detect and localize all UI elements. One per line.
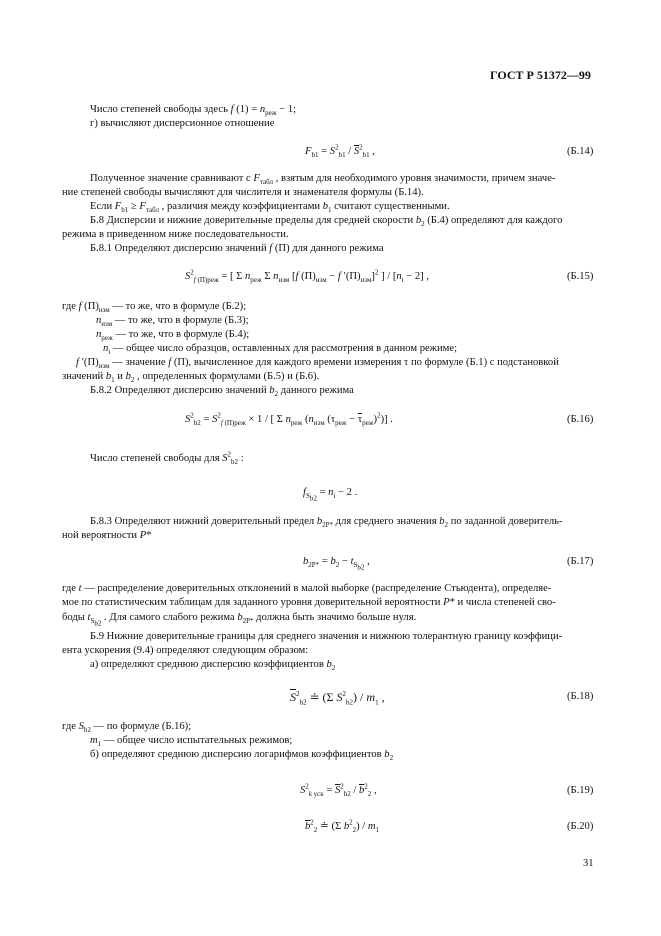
- page-number: 31: [583, 858, 594, 869]
- text-line: $n_{изм}$ — то же, что в формуле (Б.3);: [96, 315, 249, 329]
- page-header: ГОСТ Р 51372—99: [490, 68, 591, 82]
- formula-b16-dof: $f_{S_{b2}} = n_i - 2$ .: [303, 487, 358, 503]
- text-line: Б.8 Дисперсии и нижние доверительные пределы для средней скорости $b_2$ (Б.4) определяют для каждого: [90, 215, 563, 229]
- formula-b17: $b_{2P*} = b_2 - t_{S_{b2}}$ ,: [303, 556, 370, 572]
- text-line: г) вычисляют дисперсионное отношение: [90, 118, 275, 129]
- text-line: $m_1$ — общее число испытательных режимов;: [90, 735, 293, 749]
- text-line: f $'(П)_{изм}$ — значение f (П), вычисленное для каждого времени измерения τ по формуле (Б.1) с подстановкой: [76, 357, 559, 371]
- text-line: где f $(П)_{изм}$ — то же, что в формуле (Б.2);: [62, 301, 247, 315]
- text-line: Б.9 Нижние доверительные границы для среднего значения и нижнюю толерантную границу коэффици-: [90, 631, 563, 642]
- formula-number: (Б.19): [567, 785, 594, 796]
- formula-number: (Б.16): [567, 414, 594, 425]
- text-line: Число степеней свободы для $S^2_{b2}$ :: [90, 450, 244, 467]
- text-line: Число степеней свободы здесь f $(1) = n_{реж} - 1$;: [90, 104, 297, 118]
- formula-number: (Б.18): [567, 691, 594, 702]
- text-line: $n_{реж}$ — то же, что в формуле (Б.4);: [96, 329, 250, 343]
- formula-number: (Б.20): [567, 821, 594, 832]
- formula-number: (Б.15): [567, 271, 594, 282]
- formula-b18: $\overline{S}^2_{b2}$ ≐ (Σ $S^2_{b2}) / m_1$ ,: [290, 690, 385, 707]
- formula-b20: $\overline{b}^2_2$ ≐ (Σ $b^2_2) / m_1$: [305, 818, 380, 835]
- text-line: а) определяют среднюю дисперсию коэффициентов $b_2$: [90, 659, 336, 673]
- formula-b19: $S^2_{k уск} = \overline{S}^2_{b2} / \overline{b}^2_2$ ,: [300, 782, 377, 799]
- formula-number: (Б.14): [567, 146, 594, 157]
- text-line: Если $F_{b1} \ge F_{табл}$ , различия между коэффициентами $b_1$ считают существенными.: [90, 201, 450, 215]
- text-line: где $S_{b2}$ — по формуле (Б.16);: [62, 721, 192, 735]
- formula-b16: $S^2_{b2} = S^2_{f (П)реж} \times 1$ / [ Σ $n_{реж}$ ($n_{изм}$ $(\tau_{реж} - \overline{\tau}_{реж})^2$)] .: [185, 411, 393, 428]
- text-line: Б.8.1 Определяют дисперсию значений f (П) для данного режима: [90, 243, 384, 254]
- text-line: ной вероятности P*: [62, 530, 152, 541]
- text-line: режима в приведенном ниже последовательности.: [62, 229, 289, 240]
- text-line: где t — распределение доверительных отклонений в малой выборке (распределение Стьюдента), определяе-: [62, 583, 552, 594]
- formula-number: (Б.17): [567, 556, 594, 567]
- text-line: Полученное значение сравнивают с $F_{табл}$ , взятым для необходимого уровня значимости, причем значе-: [90, 173, 556, 187]
- text-line: ента ускорения (9.4) определяют следующим образом:: [62, 645, 309, 656]
- text-line: боды $t_{S_{b2}}$ . Для самого слабого режима $b_{2P*}$ должна быть значимо больше нуля.: [62, 612, 417, 628]
- text-line: б) определяют среднюю дисперсию логарифмов коэффициентов $b_2$: [90, 749, 394, 763]
- text-line: Б.8.2 Определяют дисперсию значений $b_2$ данного режима: [90, 385, 354, 399]
- text-line: $n_i$ — общее число образцов, оставленных для рассмотрения в данном режиме;: [103, 343, 458, 357]
- text-line: мое по статистическим таблицам для заданного уровня доверительной вероятности P* и числа степеней сво-: [62, 597, 556, 608]
- formula-b15: $S^2_{f (П)реж}$ = [ Σ $n_{реж}$ Σ $n_{изм}$ [f $(П)_{изм} - f$ $'(П)_{изм}]^2$ ] / $[n_i - 2]$ ,: [185, 268, 430, 285]
- text-line: ние степеней свободы вычисляют для числителя и знаменателя формулы (Б.14).: [62, 187, 424, 198]
- text-line: Б.8.3 Определяют нижний доверительный предел $b_{2P*}$ для среднего значения $b_2$ по заданной доверитель-: [90, 516, 563, 530]
- formula-b14: $F_{b1} = S^2_{b1} / \overline{S}^2_{b1}$ ,: [305, 143, 375, 160]
- text-line: значений $b_1$ и $b_2$ , определенных формулами (Б.5) и (Б.6).: [62, 371, 320, 385]
